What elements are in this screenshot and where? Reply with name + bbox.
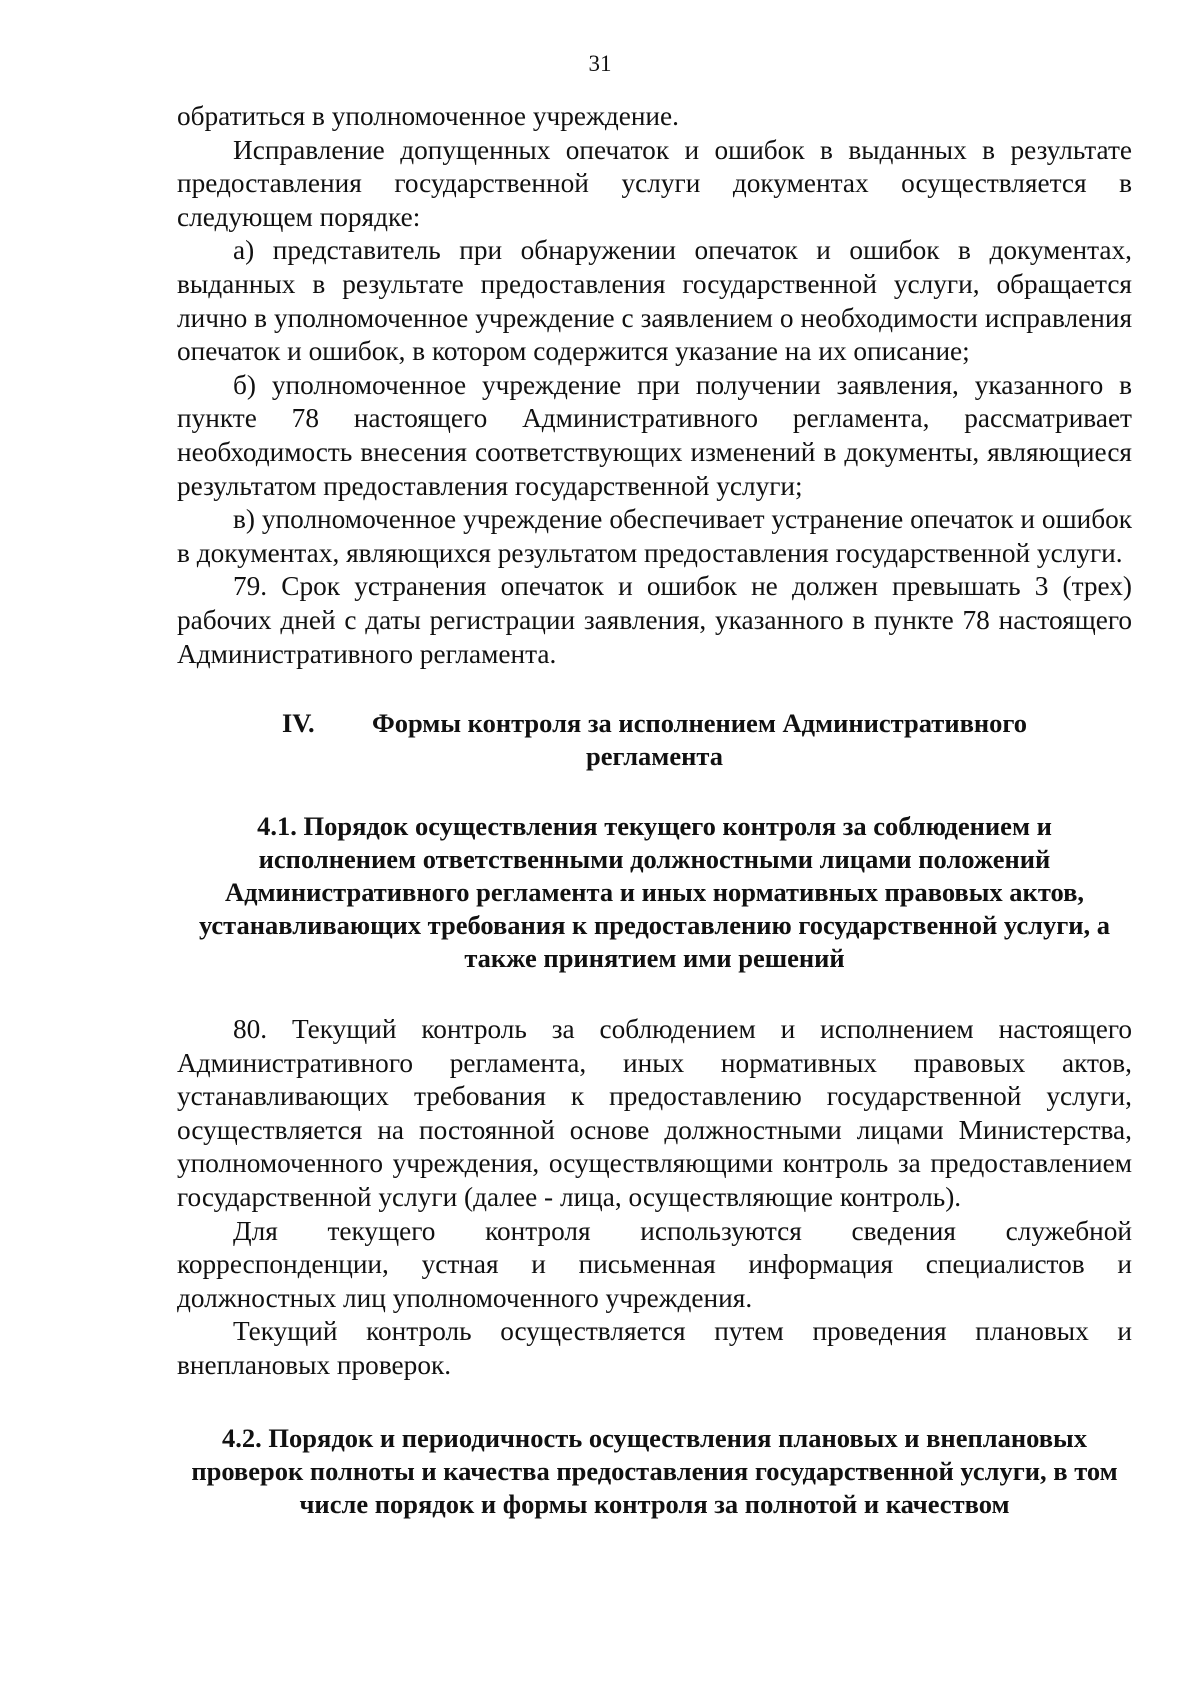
paragraph-item-v: в) уполномоченное учреждение обеспечивает устранение опечаток и ошибок в документах, являющихся результатом предоставления государственной услуги.: [177, 504, 1132, 568]
subsection-4-1-body: [177, 1013, 1132, 1383]
section-iv-title-line1: Формы контроля за исполнением Административного: [371, 708, 1028, 739]
paragraph-80: 80. Текущий контроль за соблюдением и исполнением настоящего Административного регламента, иных нормативных правовых актов, устанавливающих требования к предоставлению государственной услуги, осуществляется на постоянной основе должностными лицами Министерства, уполномоченного учреждения, осуществляющими контроль за предоставлением государственной услуги (далее - лица, осуществляющие контроль).: [177, 1014, 1132, 1213]
section-iv-numeral: IV.: [281, 708, 315, 739]
paragraph-item-a: а) представитель при обнаружении опечаток и ошибок в документах, выданных в результате предоставления государственной услуги, обращается лично в уполномоченное учреждение с заявлением о необходимости исправления опечаток и ошибок, в котором содержится указание на их описание;: [177, 235, 1132, 367]
section-iv-title-line2: регламента: [586, 741, 723, 772]
section-iv-heading-line1: [177, 707, 1132, 740]
page-number: 31: [588, 51, 612, 76]
subsection-4-2-heading: 4.2. Порядок и периодичность осуществления плановых и внеплановых проверок полноты и качества предоставления государственной услуги, в том числе порядок и формы контроля за полнотой и качеством: [191, 1422, 1118, 1519]
paragraph-correction-intro: Исправление допущенных опечаток и ошибок в выданных в результате предоставления государственной услуги документах осуществляется в следующем порядке:: [177, 134, 1132, 232]
paragraph-79: 79. Срок устранения опечаток и ошибок не должен превышать 3 (трех) рабочих дней с даты регистрации заявления, указанного в пункте 78 настоящего Административного регламента.: [177, 571, 1132, 669]
subsection-4-1-heading: 4.1. Порядок осуществления текущего контроля за соблюдением и исполнением ответственными должностными лицами положений Административного регламента и иных нормативных правовых актов, устанавливающих требования к предоставлению государственной услуги, а также принятием ими решений: [198, 811, 1111, 974]
paragraph-current-control-method: Текущий контроль осуществляется путем проведения плановых и внеплановых проверок.: [177, 1316, 1132, 1381]
paragraph-continuation: обратиться в уполномоченное учреждение.: [177, 101, 679, 131]
section-iv-heading: [177, 707, 1132, 773]
paragraph-item-b: б) уполномоченное учреждение при получении заявления, указанного в пункте 78 настоящего Административного регламента, рассматривает необходимость внесения соответствующих изменений в документы, являющиеся результатом предоставления государственной услуги;: [177, 369, 1132, 501]
document-body: [177, 100, 1132, 1521]
paragraph-current-control-sources: Для текущего контроля используются сведения служебной корреспонденции, устная и письменная информация специалистов и должностных лиц уполномоченного учреждения.: [177, 1215, 1132, 1313]
